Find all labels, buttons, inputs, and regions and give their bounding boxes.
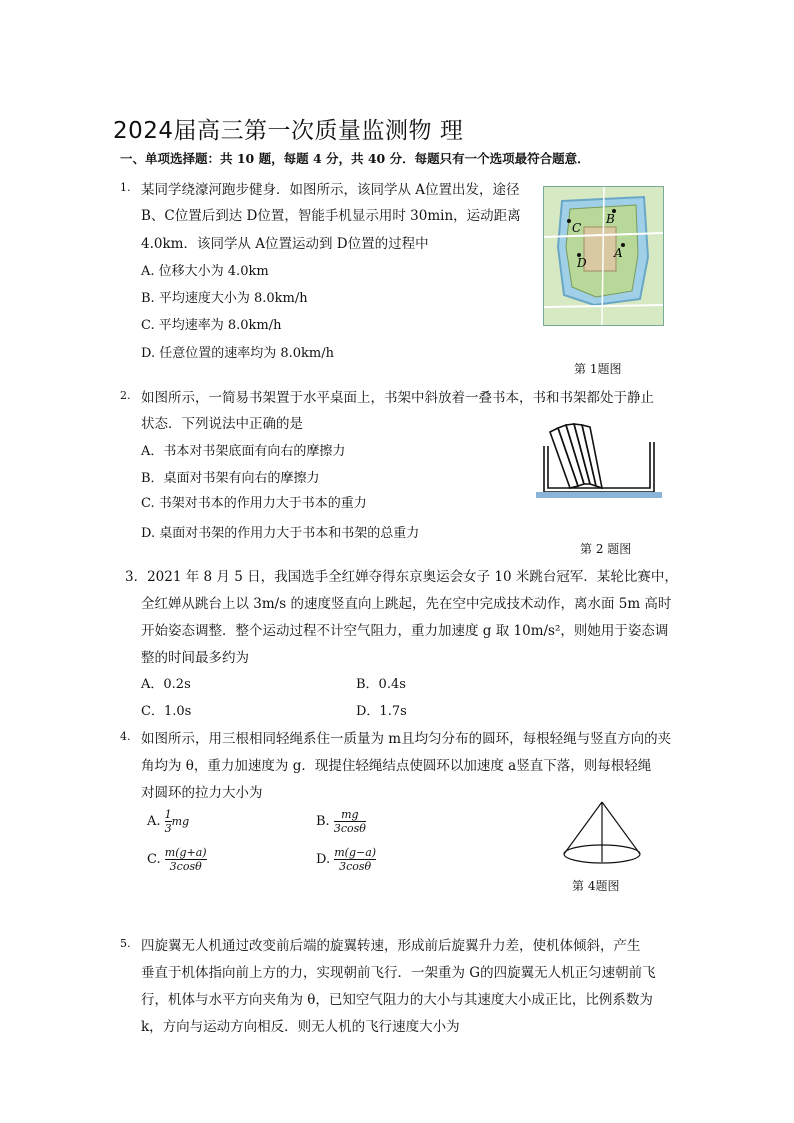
q1-option-c: C. 平均速率为 8.0km/h [141,318,282,333]
q2-number: 2. [120,389,131,402]
map-label-b: B [606,212,615,226]
q3-line-3: 开始姿态调整．整个运动过程不计空气阻力，重力加速度 g 取 10m/s²，则她用于姿态调 [141,623,669,639]
q1-line-2: B、C位置后到达 D位置，智能手机显示用时 30min，运动距离 [141,208,521,224]
q4-option-b-fraction: $\frac{mg}{3\cos\theta}$ [333,808,366,835]
q3-option-a: A．0.2s [141,677,191,692]
park-map-image [544,187,663,325]
q3-option-b: B．0.4s [356,677,406,692]
q5-line-2: 垂直于机体指向前上方的力，实现朝前飞行．一架重为 G的四旋翼无人机正匀速朝前飞 [141,965,656,981]
q4-option-c: C. $\frac{m(g+a)}{3\cos\theta}$ [147,846,207,873]
q4-cone-figure [560,798,644,870]
q2-option-d: D. 桌面对书架的作用力大于书本和书架的总重力 [141,526,420,541]
q4-option-a: A. $\frac{1}{3}$ mg [147,808,190,835]
map-label-d: D [577,256,587,270]
q3-line-2: 全红婵从跳台上以 3m/s 的速度竖直向上跳起，先在空中完成技术动作，离水面 5m 高时 [141,596,672,612]
q3-line-1: 3．2021 年 8 月 5 日，我国选手全红婵夺得东京奥运会女子 10 米跳台冠军．某轮比赛中， [125,569,678,585]
q1-option-a: A. 位移大小为 4.0km [141,264,269,279]
q5-number: 5. [120,937,131,950]
q4-option-a-fraction: $\frac{1}{3}$ [164,808,172,835]
map-label-a: A [614,246,623,260]
q5-line-1: 四旋翼无人机通过改变前后端的旋翼转速，形成前后旋翼升力差，使机体倾斜，产生 [141,938,641,954]
q3-option-c: C．1.0s [141,704,192,719]
q2-caption: 第 2 题图 [580,542,632,556]
q4-option-d-fraction: $\frac{m(g-a)}{3\cos\theta}$ [334,846,377,873]
q4-option-c-fraction: $\frac{m(g+a)}{3\cos\theta}$ [164,846,207,873]
q1-map-figure [543,186,664,326]
section-heading: 一、单项选择题：共 10 题，每题 4 分，共 40 分．每题只有一个选项最符合题意． [120,151,590,166]
q3-line-4: 整的时间最多约为 [141,650,249,666]
q1-line-1: 某同学绕濠河跑步健身．如图所示，该同学从 A位置出发，途径 [141,182,520,198]
q4-option-d: D. $\frac{m(g-a)}{3\cos\theta}$ [316,846,377,873]
q2-bookshelf-figure [536,422,662,500]
q4-line-1: 如图所示，用三根相同轻绳系住一质量为 m且均匀分布的圆环，每根轻绳与竖直方向的夹 [141,731,672,747]
q4-caption: 第 4题图 [572,879,620,893]
map-label-c: C [572,221,582,235]
q2-option-c: C. 书架对书本的作用力大于书本的重力 [141,496,367,511]
q2-line-1: 如图所示，一简易书架置于水平桌面上，书架中斜放着一叠书本，书和书架都处于静止 [141,390,654,406]
q1-option-d: D. 任意位置的速率均为 8.0km/h [141,346,334,361]
q1-option-b: B. 平均速度大小为 8.0km/h [141,291,308,306]
q4-number: 4. [120,730,131,743]
q4-option-b: B. $\frac{mg}{3\cos\theta}$ [316,808,366,835]
q1-line-3: 4.0km．该同学从 A位置运动到 D位置的过程中 [141,236,429,252]
q2-option-a: A．书本对书架底面有向右的摩擦力 [141,444,346,459]
q1-number: 1. [120,181,131,194]
q4-line-3: 对圆环的拉力大小为 [141,785,263,801]
q4-line-2: 角均为 θ，重力加速度为 g．现提住轻绳结点使圆环以加速度 a竖直下落，则每根轻绳 [141,758,652,774]
q5-line-3: 行，机体与水平方向夹角为 θ，已知空气阻力的大小与其速度大小成正比，比例系数为 [141,992,653,1008]
q3-option-d: D．1.7s [356,704,407,719]
page-title: 2024届高三第一次质量监测物 理 [113,118,464,144]
q5-line-4: k，方向与运动方向相反．则无人机的飞行速度大小为 [141,1019,460,1035]
q2-option-b: B．桌面对书架有向右的摩擦力 [141,471,320,486]
q1-caption: 第 1题图 [574,362,622,376]
q2-line-2: 状态．下列说法中正确的是 [141,416,303,432]
